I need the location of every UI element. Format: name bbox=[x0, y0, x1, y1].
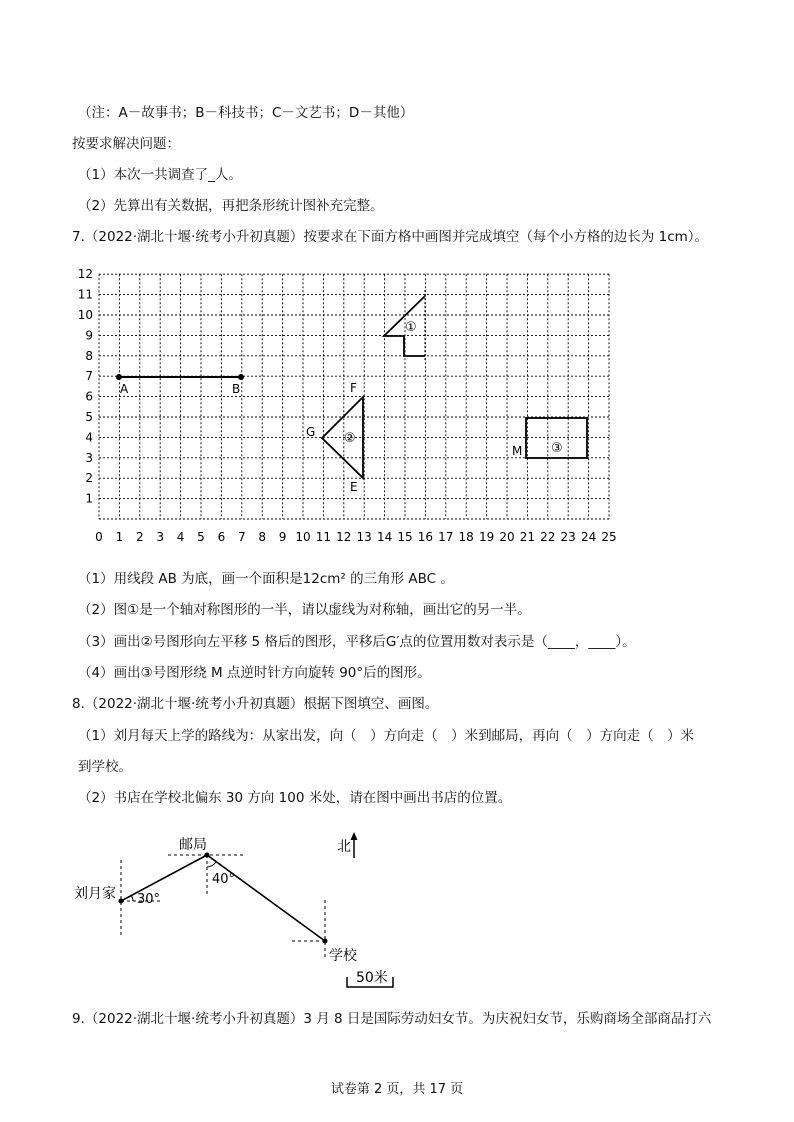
x-tick-label: 11 bbox=[315, 530, 332, 544]
q9-heading bbox=[72, 1010, 711, 1028]
x-tick-label: 6 bbox=[217, 530, 226, 544]
x-tick-label: 4 bbox=[176, 530, 185, 544]
q7-source: （2022·湖北十堰·统考小升初真题） bbox=[84, 229, 304, 245]
x-tick-label: 1 bbox=[115, 530, 124, 544]
y-tick-label: 6 bbox=[85, 389, 93, 404]
label-g: G bbox=[306, 425, 316, 439]
north-label: 北 bbox=[337, 839, 351, 855]
angle-home-label: 30° bbox=[137, 892, 161, 907]
y-tick-label: 7 bbox=[85, 369, 93, 384]
label-circle-1: ① bbox=[405, 320, 417, 335]
angle-arc-home bbox=[131, 895, 133, 901]
q7-item-4: （4）画出③号图形绕 M 点逆时针方向旋转 90°后的图形。 bbox=[78, 665, 431, 681]
scale-label: 50米 bbox=[356, 970, 388, 986]
note-line: （注：A－故事书；B－科技书；C－文艺书；D－其他） bbox=[78, 105, 414, 121]
x-tick-label: 3 bbox=[156, 530, 165, 544]
point-b bbox=[238, 374, 244, 380]
y-tick-label: 12 bbox=[77, 267, 93, 282]
x-tick-label: 5 bbox=[197, 530, 205, 544]
home-label: 刘月家 bbox=[74, 886, 116, 902]
route-map bbox=[0, 820, 794, 1000]
q6-instruction: 按要求解决问题： bbox=[72, 136, 180, 152]
school-label: 学校 bbox=[329, 948, 357, 964]
north-arrow-icon bbox=[351, 832, 358, 840]
label-b: B bbox=[232, 382, 241, 396]
x-tick-label: 7 bbox=[237, 530, 246, 544]
x-tick-label: 16 bbox=[417, 530, 434, 544]
x-tick-label: 20 bbox=[499, 530, 515, 544]
q7-text: 按要求在下面方格中画图并完成填空（每个小方格的边长为 1cm）。 bbox=[303, 229, 709, 245]
y-tick-label: 8 bbox=[85, 348, 93, 363]
q7-item-2: （2）图①是一个轴对称图形的一半，请以虚线为对称轴，画出它的另一半。 bbox=[78, 602, 531, 618]
x-tick-label: 23 bbox=[560, 530, 576, 544]
x-axis-ticks bbox=[95, 530, 616, 544]
x-tick-label: 8 bbox=[258, 530, 267, 544]
q6-item-2: （2）先算出有关数据，再把条形统计图补充完整。 bbox=[78, 198, 384, 214]
y-tick-label: 9 bbox=[85, 328, 93, 343]
q8-item-2: （2）书店在学校北偏东 30 方向 100 米处，请在图中画出书店的位置。 bbox=[78, 790, 512, 806]
q6-item-1: （1）本次一共调查了_人。 bbox=[78, 167, 242, 183]
q8-number: 8. bbox=[72, 696, 85, 712]
q9-source: （2022·湖北十堰·统考小升初真题） bbox=[84, 1011, 304, 1027]
point-a bbox=[116, 374, 122, 380]
x-tick-label: 19 bbox=[478, 530, 495, 544]
x-tick-label: 24 bbox=[580, 530, 597, 544]
x-tick-label: 21 bbox=[519, 530, 536, 544]
x-tick-label: 17 bbox=[438, 530, 454, 544]
q8-text: 根据下图填空、画图。 bbox=[303, 696, 439, 712]
q7-number: 7. bbox=[72, 229, 85, 245]
y-tick-label: 10 bbox=[77, 308, 93, 322]
q8-heading bbox=[72, 695, 438, 713]
grid-figure bbox=[0, 0, 794, 560]
x-tick-label: 0 bbox=[95, 530, 103, 544]
y-tick-label: 1 bbox=[85, 491, 93, 506]
label-a: A bbox=[120, 382, 129, 396]
x-tick-label: 13 bbox=[356, 530, 372, 544]
post-label: 邮局 bbox=[179, 837, 207, 853]
label-m: M bbox=[512, 444, 523, 458]
label-circle-2: ② bbox=[344, 431, 356, 446]
q8-item-1-line-1: （1）刘月每天上学的路线为：从家出发，向（ ）方向走（ ）米到邮局，再向（ ）方向走（ ）米 bbox=[78, 728, 695, 744]
y-tick-label: 4 bbox=[85, 430, 93, 445]
post-point bbox=[205, 853, 210, 858]
home-point bbox=[119, 899, 124, 904]
x-tick-label: 9 bbox=[278, 530, 287, 544]
y-tick-label: 2 bbox=[85, 471, 93, 486]
angle-post-label: 40° bbox=[212, 872, 236, 887]
y-axis-ticks bbox=[78, 267, 93, 505]
x-tick-label: 15 bbox=[397, 530, 413, 544]
x-tick-label: 22 bbox=[540, 530, 556, 544]
y-tick-label: 5 bbox=[85, 410, 93, 424]
q9-text: 3 月 8 日是国际劳动妇女节。为庆祝妇女节，乐购商场全部商品打六 bbox=[303, 1011, 712, 1027]
x-tick-label: 14 bbox=[376, 530, 393, 544]
x-tick-label: 18 bbox=[458, 530, 474, 544]
x-tick-label: 12 bbox=[336, 530, 352, 544]
angle-arc-post bbox=[207, 862, 216, 867]
x-tick-label: 25 bbox=[601, 530, 617, 544]
q9-number: 9. bbox=[72, 1011, 85, 1027]
x-tick-label: 2 bbox=[135, 530, 144, 544]
page-footer: 试卷第 2 页，共 17 页 bbox=[330, 1082, 464, 1097]
y-tick-label: 3 bbox=[85, 450, 93, 465]
label-e: E bbox=[350, 480, 358, 494]
q8-source: （2022·湖北十堰·统考小升初真题） bbox=[84, 696, 304, 712]
label-f: F bbox=[350, 381, 357, 395]
label-circle-3: ③ bbox=[551, 441, 563, 456]
y-tick-label: 11 bbox=[77, 287, 93, 302]
q7-item-1: （1）用线段 AB 为底，画一个面积是12cm² 的三角形 ABC 。 bbox=[78, 571, 454, 587]
q8-item-1-line-2: 到学校。 bbox=[78, 759, 132, 775]
q7-item-3: （3）画出②号图形向左平移 5 格后的图形，平移后G′点的位置用数对表示是（____，____）。 bbox=[78, 634, 636, 650]
school-point bbox=[323, 939, 328, 944]
x-tick-label: 10 bbox=[295, 530, 311, 544]
